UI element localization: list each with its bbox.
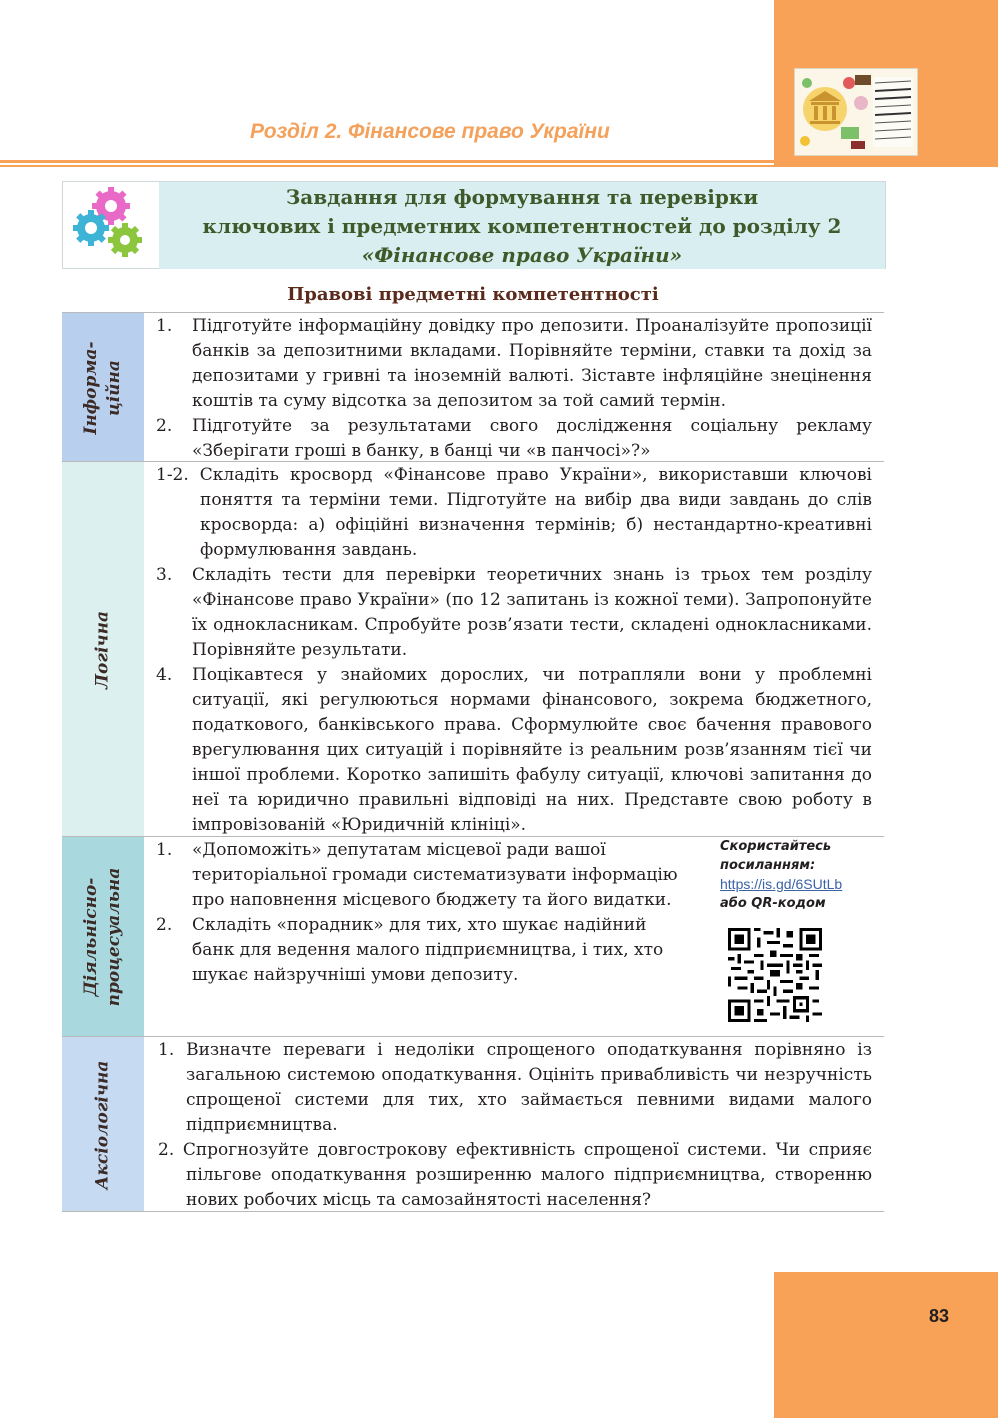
item-number: 2. <box>156 416 173 436</box>
item-text: Визначте переваги і недоліки спрощеного оподаткування порівняно із загальною системою оподаткування. Оцініть привабливість чи незручність спрощеної системи для тих, хто займається певними видами малого підприємництва. <box>186 1040 873 1135</box>
item-number: 3. <box>156 565 173 585</box>
content-informational <box>156 314 872 464</box>
header-rule <box>0 160 774 163</box>
list-item <box>156 463 872 563</box>
link-caption-line4: або QR-кодом <box>720 896 826 911</box>
qr-code-icon[interactable] <box>728 928 822 1022</box>
row-logical <box>62 461 884 837</box>
item-line: «Допоможіть» депутатам місцевої ради вашої <box>192 840 606 860</box>
item-text: Поцікавтеся у знайомих дорослих, чи потрапляли вони у проблемні ситуації, які регулюються нормами фінансового, зокрема бюджетного, податкового, банківського права. Сформулюйте своє бачення правового врегулювання цих ситуацій і порівняйте із реальним розв’язанням тієї чи іншої проблеми. Коротко запишіть фабулу ситуації, ключові запитання до неї та юридично правильні відповіді на них. Представте свою роботу в імпровізованій «Юридичній клініці». <box>192 665 872 835</box>
list-item <box>156 314 872 414</box>
task-title-line2: ключових і предметних компетентностей до розділу 2 <box>202 214 842 238</box>
list-item <box>156 414 872 464</box>
table-bottom-rule <box>62 1211 884 1212</box>
bottom-orange-block <box>774 1272 998 1418</box>
item-number: 2. <box>156 915 173 935</box>
task-header-box <box>62 181 886 269</box>
task-title-line3: «Фінансове право України» <box>361 243 683 267</box>
resource-link[interactable]: https://is.gd/6SUtLb <box>720 876 843 892</box>
item-line: Складіть «порадник» для тих, хто шукає надійний <box>192 915 647 935</box>
gears-icon <box>63 182 159 268</box>
item-number: 2. <box>158 1140 175 1160</box>
content-activity <box>156 838 684 988</box>
link-caption-line2: посиланням: <box>720 858 816 873</box>
item-text: Складіть тести для перевірки теоретичних знань із трьох тем розділу «Фінансове право України» (по 12 запитань із кожної теми). Запропонуйте їх однокласникам. Спробуйте розв’язати тести, складені однокласниками. Порівняйте результати. <box>192 565 872 660</box>
item-text: Підготуйте інформаційну довідку про депозити. Проаналізуйте пропозиції банків за депозитними вкладами. Порівняйте терміни, ставки та дохід за депозитами у гривні та іноземній валюті. Зіставте інфляційне знецінення коштів та суму відсотка за депозитом за той самий термін. <box>192 316 872 411</box>
label-activity-line2: процесуальна <box>104 867 124 1007</box>
label-axiological-line1: Аксіологічна <box>92 1060 113 1189</box>
header-rule-secondary <box>0 165 998 167</box>
item-number: 1. <box>156 316 173 336</box>
label-logical-line1: Логічна <box>92 610 113 689</box>
link-box <box>720 837 880 913</box>
list-item <box>156 838 684 913</box>
label-logical <box>62 462 144 837</box>
item-text: Підготуйте за результатами свого дослідження соціальну рекламу «Зберігати гроші в банку, в банці чи «в панчосі»?» <box>192 416 872 461</box>
item-line: територіальної громади систематизувати інформацію <box>192 865 678 885</box>
section-title: Правові предметні компетентності <box>287 284 659 305</box>
link-caption-line1: Скористайтесь <box>720 839 832 854</box>
label-informational <box>62 313 144 462</box>
label-informational-line1: Інформа- <box>81 340 101 435</box>
list-item <box>156 663 872 838</box>
label-activity-line1: Діяльнісно- <box>81 877 101 997</box>
row-axiological <box>62 1036 884 1212</box>
item-text: Спрогнозуйте довгострокову ефективність спрощеної системи. Чи сприяє пільгове оподаткування розширенню малого підприємництва, створенню нових робочих місць та самозайнятості населення? <box>182 1140 872 1210</box>
list-item <box>156 1138 872 1213</box>
banking-collage-image <box>794 68 918 156</box>
label-axiological <box>62 1037 144 1212</box>
item-number: 1. <box>156 840 173 860</box>
task-title-line1: Завдання для формування та перевірки <box>285 185 759 209</box>
list-item <box>156 1038 872 1138</box>
item-line: про наповнення місцевого бюджету та його видатки. <box>192 890 672 910</box>
item-line: шукає найзручніші умови депозиту. <box>192 965 519 985</box>
label-informational-line2: ційна <box>104 359 124 416</box>
label-activity <box>62 837 144 1037</box>
list-item <box>156 563 872 663</box>
item-line: банк для ведення малого підприємництва, і тих, хто <box>192 940 664 960</box>
page-number: 83 <box>928 1306 949 1326</box>
item-number: 1. <box>158 1040 175 1060</box>
chapter-title: Розділ 2. Фінансове право України <box>250 120 610 143</box>
row-informational <box>62 312 884 462</box>
content-logical <box>156 463 872 838</box>
item-number: 1-2. <box>156 465 189 485</box>
task-box-title <box>159 182 885 269</box>
item-text: Складіть кросворд «Фінансове право України», використавши ключові поняття та терміни теми. Підготуйте на вибір два види завдань до слів кросворда: а) офіційні визначення термінів; б) нестандартно-креативні формулювання завдань. <box>199 465 872 560</box>
item-number: 4. <box>156 665 173 685</box>
content-axiological <box>156 1038 872 1213</box>
list-item <box>156 913 684 988</box>
